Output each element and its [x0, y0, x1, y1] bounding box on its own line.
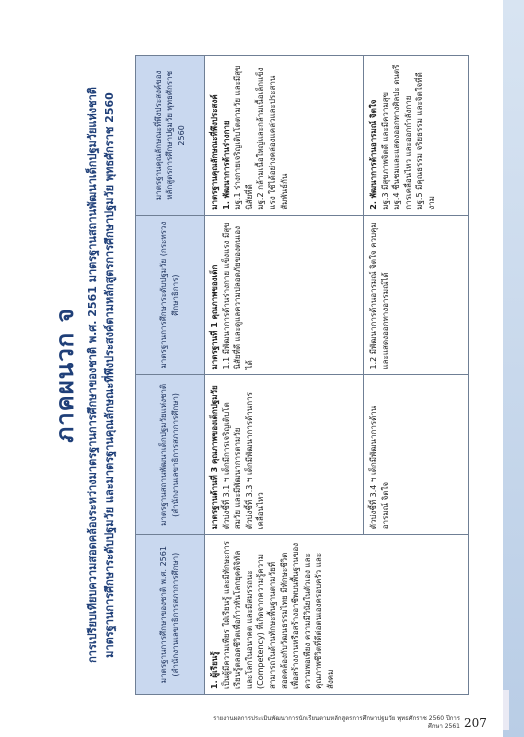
- rotated-content: [45, 50, 465, 700]
- page-number: 207: [464, 716, 487, 730]
- appendix-heading: ภาคผนวก จ: [50, 307, 79, 443]
- subtitle-line-2: มาตรฐานการศึกษาระดับปฐมวัย และมาตรฐานคุณลักษณะที่พึงประสงค์ตามหลักสูตรการศึกษาปฐมวัย พุทธศักราช 2560: [103, 92, 116, 658]
- decorative-side-band: [503, 0, 524, 737]
- footer-text: รายงานผลการประเมินพัฒนาการนักเรียนตามหลักสูตรการศึกษาปฐมวัย พุทธศักราช 2560 ปีการศึกษา 2561: [213, 715, 460, 730]
- table-cell: [205, 375, 364, 535]
- cell-text: มฐ.1 ร่างกายเจริญเติบโตตามวัย และมีสุขนิสัยที่ดี: [233, 65, 254, 210]
- subtitle-line-1: การเปรียบเทียบความสอดคล้องระหว่างมาตรฐานการศึกษาของชาติ พ.ศ. 2561 มาตรฐานสถานพัฒนาเด็กปฐมวัยแห่งชาติ: [86, 87, 99, 663]
- cell-text: เป็นผู้มีความเพียร ใฝ่เรียนรู้ และมีทักษะการเรียนรู้ตลอดชีวิตเพื่อก้าวทันโลกยุคดิจิทัลและโลกในอนาคต และมีสมรรถนะ (Competency) ที่เกิดจากความรู้ความสามารถในด้านทักษะพื้นฐานตามวัยที่สอดคล้องกับวัฒนธรรมไทย มีทักษะชีวิตเพื่อสร้างงานหรือสร้างอาชีพบนพื้นฐานของความพอเพียง ความมีวินัยในตัวเอง และคุณภาพชีวิตที่ดีต่อตนเองครอบครัว และสังคม: [221, 541, 335, 689]
- cell-text: ตัวบ่งชี้ที่ 3.4 ฯ เด็กมีพัฒนาการด้านอารมณ์ จิตใจ: [369, 405, 390, 530]
- cell-text: ตัวบ่งชี้ที่ 3.1 ฯ เด็กมีการเจริญเติบโต สมวัย และมีพัฒนาการตามวัย: [221, 402, 243, 530]
- cell-title: มาตรฐานด้านที่ 3 คุณภาพของเด็กปฐมวัย: [210, 385, 219, 530]
- column-header: มาตรฐานการศึกษาของชาติ พ.ศ. 2561 (สำนักงานเลขาธิการสภาการศึกษา): [136, 535, 205, 695]
- cell-text: มฐ.4 ชื่นชมและแสดงออกทางศิลปะ ดนตรี การเคลื่อนไหว และออกกำลังกาย: [392, 64, 413, 210]
- cell-title: 2. พัฒนาการด้านอารมณ์ จิตใจ: [369, 99, 378, 210]
- cell-title: มาตรฐานคุณลักษณะที่พึงประสงค์: [210, 94, 219, 210]
- column-header: มาตรฐานการศึกษาระดับปฐมวัย (กระทรวงศึกษาธิการ): [136, 215, 205, 375]
- table-cell: [205, 215, 364, 375]
- cell-text: ตัวบ่งชี้ที่ 3.3 ฯ เด็กมีพัฒนาการด้านการเคลื่อนไหว: [244, 392, 266, 530]
- cell-title: 1. พัฒนาการด้านร่างกาย: [221, 120, 231, 210]
- table-cell: [364, 375, 469, 535]
- cell-text: มฐ.5 มีคุณธรรม จริยธรรม และจิตใจที่ดีงาม: [415, 72, 436, 210]
- table-cell: [205, 535, 469, 695]
- table-cell: [205, 56, 364, 216]
- table-cell: [364, 56, 469, 216]
- table-header-row: [136, 56, 205, 695]
- decorative-strip: [503, 690, 509, 730]
- cell-text: 1.1 มีพัฒนาการด้านร่างกาย แข็งแรง มีสุขนิสัยที่ดี และดูแลความปลอดภัยของตนเองได้: [221, 222, 254, 370]
- table-row: [205, 56, 364, 695]
- comparison-table: [135, 55, 469, 695]
- cell-text: มฐ.3 มีสุขภาพจิตดี และมีความสุข: [380, 92, 390, 210]
- column-header: มาตรฐานสถานพัฒนาเด็กปฐมวัยแห่งชาติ (สำนักงานเลขาธิการสภาการศึกษา): [136, 375, 205, 535]
- cell-title: 1. ผู้เรียนรู้: [210, 651, 219, 689]
- column-header: มาตรฐานคุณลักษณะที่พึงประสงค์ของหลักสูตรการศึกษาปฐมวัย พุทธศักราช 2560: [136, 56, 205, 216]
- cell-text: 1.2 มีพัฒนาการด้านอารมณ์ จิตใจ ควบคุมและแสดงออกทางอารมณ์ได้: [369, 222, 390, 370]
- cell-title: มาตรฐานที่ 1 คุณภาพของเด็ก: [210, 264, 219, 370]
- table-cell: [364, 215, 469, 375]
- cell-text: มฐ.2 กล้ามเนื้อใหญ่และกล้ามเนื้อเล็กแข็งแรง ใช้ได้อย่างคล่องแคล่วและประสานสัมพันธ์กัน: [256, 67, 289, 210]
